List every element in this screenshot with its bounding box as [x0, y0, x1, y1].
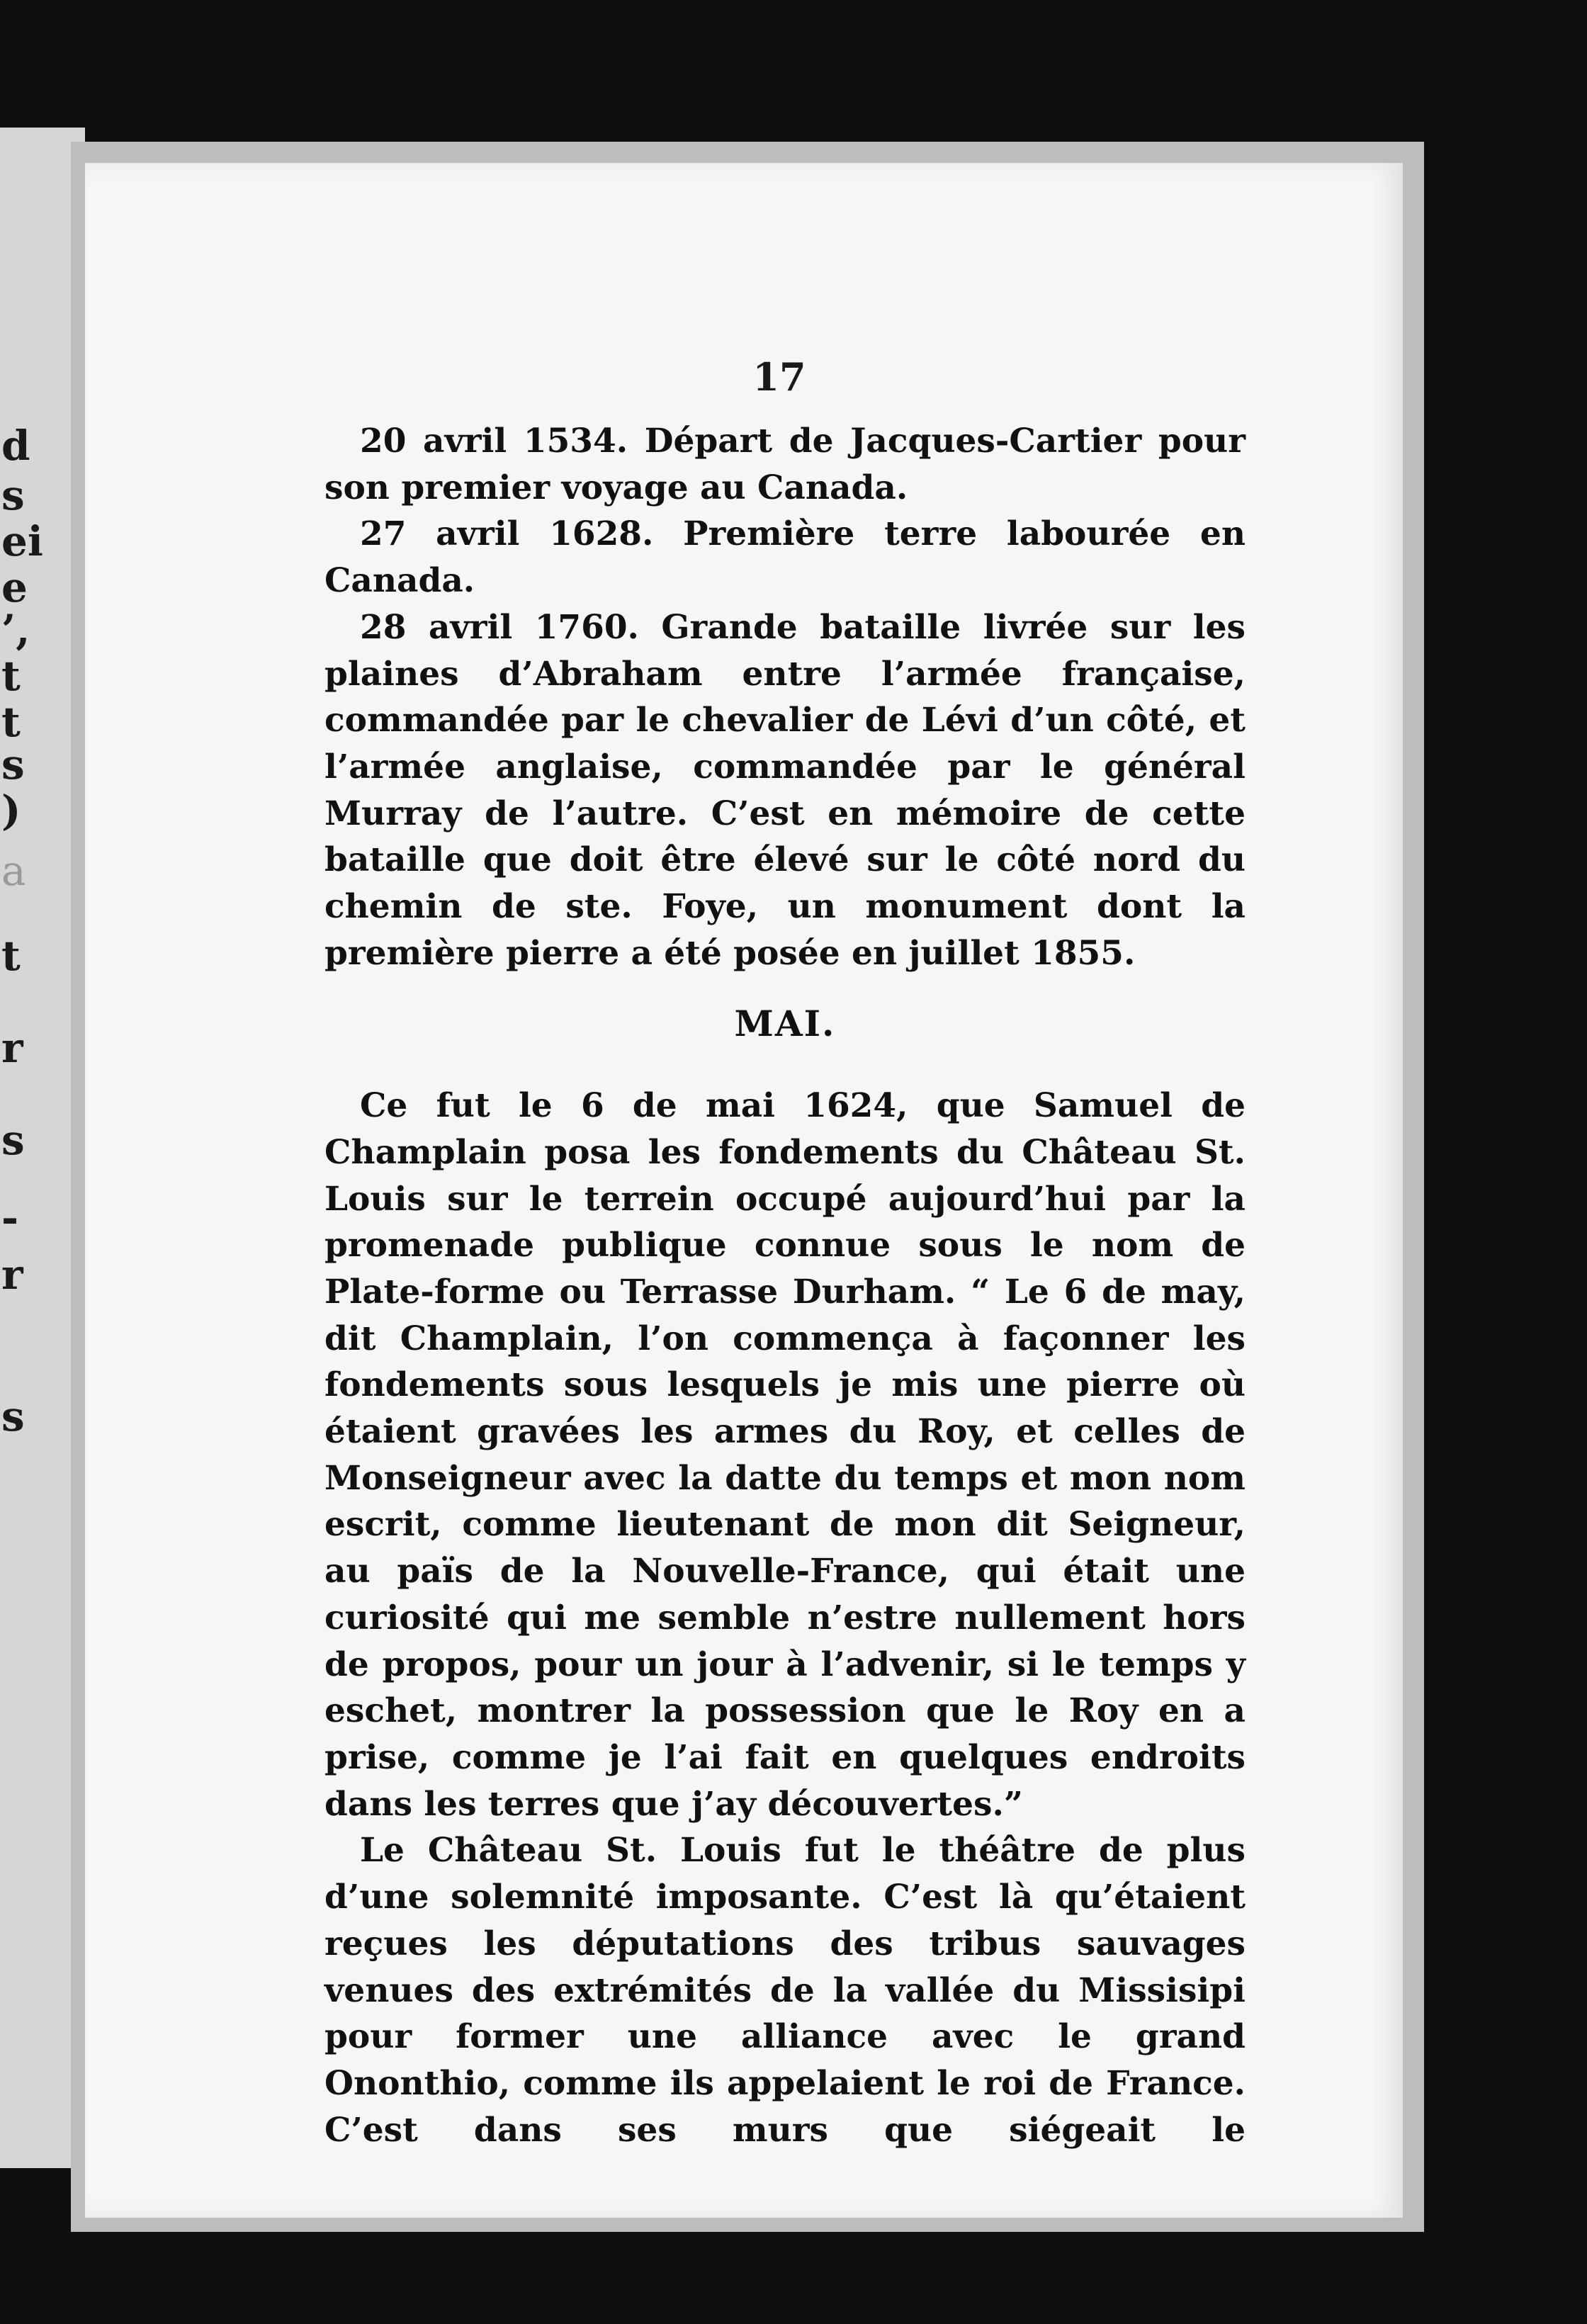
left-page-char: ei	[1, 517, 43, 565]
section-heading: MAI.	[734, 1003, 836, 1045]
body-paragraph: Le Château St. Louis fut le théâtre de plus d’une solemnité imposante. C’est là qu’étaient reçues les députations des tribus sauvages venues des extrémités de la vallée du Missisipi pour former une alliance avec le grand Ononthio, comme ils appelaient le roi de France. C’est dans ses murs que siégeait le	[324, 1831, 1246, 2150]
left-page-char: -	[1, 1194, 19, 1242]
entry-paragraph: 28 avril 1760. Grande bataille livrée sur les plaines d’Abraham entre l’armée française, commandée par le chevalier de Lévi d’un côté, et l’armée anglaise, commandée par le général Murray de l’autre. C’est en mémoire de cette bataille que doit être élevé sur le côté nord du chemin de ste. Foye, un monument dont la première pierre a été posée en juillet 1855.	[324, 607, 1246, 973]
left-page-char: t	[1, 652, 21, 700]
page-number: 17	[752, 354, 806, 400]
left-page-char: s	[1, 1392, 25, 1440]
left-page-char: t	[1, 698, 21, 746]
page-content	[324, 418, 1246, 2153]
left-page-char: t	[1, 932, 21, 980]
left-page-char: r	[1, 1251, 23, 1299]
left-page-char: a	[1, 847, 26, 895]
left-page-char: )	[1, 786, 21, 835]
left-page-char: s	[1, 471, 25, 519]
entry-paragraph: 20 avril 1534. Départ de Jacques-Cartier pour son premier voyage au Canada.	[324, 422, 1246, 507]
left-page-char: e	[1, 563, 28, 611]
left-page-char: r	[1, 1024, 23, 1072]
body-paragraph: Ce fut le 6 de mai 1624, que Samuel de Champlain posa les fondements du Château St. Louis sur le terrein occupé aujourd’hui par la promenade publique connue sous le nom de Plate-forme ou Terrasse Durham. “ Le 6 de may, dit Champlain, l’on commença à façonner les fondements sous lesquels je mis une pierre où étaient gravées les armes du Roy, et celles de Monseigneur avec la datte du temps et mon nom escrit, comme lieutenant de mon dit Seigneur, au païs de la Nouvelle-France, qui était une curiosité qui me semble n’estre nullement hors de propos, pour un jour à l’advenir, si le temps y eschet, montrer la possession que le Roy en a prise, comme je l’ai fait en quelques endroits dans les terres que j’ay découvertes.”	[324, 1086, 1246, 1824]
entry-paragraph: 27 avril 1628. Première terre labourée en Canada.	[324, 514, 1246, 601]
left-page-char: s	[1, 1116, 25, 1164]
left-page-char: d	[1, 422, 30, 470]
left-page-char: ’,	[1, 606, 30, 654]
left-page-char: s	[1, 740, 25, 789]
